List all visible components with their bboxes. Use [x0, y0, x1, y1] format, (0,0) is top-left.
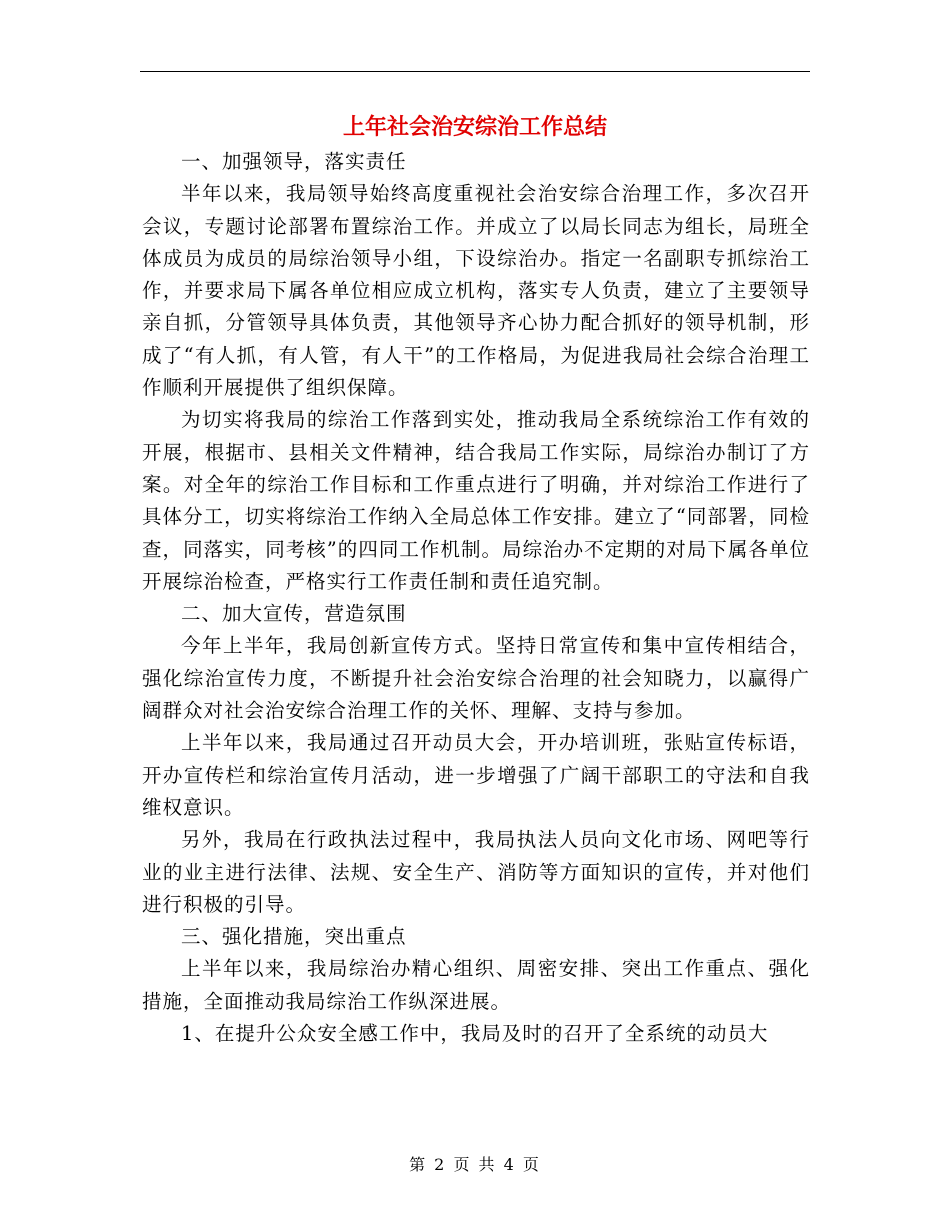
section-heading-3: 三、强化措施，突出重点 — [181, 925, 407, 949]
paragraph-2: 为切实将我局的综治工作落到实处，推动我局全系统综治工作有效的开展，根据市、县相关文件精神，结合我局工作实际，局综治办制订了方案。对全年的综治工作目标和工作重点进行了明确，并对综治工作进行了具体分工，切实将综治工作纳入全局总体工作安排。建立了“同部署，同检查，同落实，同考核”的四同工作机制。局综治办不定期的对局下属各单位开展综治检查，严格实行工作责任制和责任追究制。 — [142, 408, 810, 593]
paragraph-7: 1、在提升公众安全感工作中，我局及时的召开了全系统的动员大 — [181, 1022, 769, 1046]
section-heading-1: 一、加强领导，落实责任 — [181, 150, 407, 173]
paragraph-4: 上半年以来，我局通过召开动员大会，开办培训班，张贴宣传标语，开办宣传栏和综治宣传月活动，进一步增强了广阔干部职工的守法和自我维权意识。 — [142, 731, 810, 819]
document-title: 上年社会治安综治工作总结 — [342, 114, 607, 140]
paragraph-1: 半年以来，我局领导始终高度重视社会治安综合治理工作，多次召开会议，专题讨论部署布置综治工作。并成立了以局长同志为组长，局班全体成员为成员的局综治领导小组，下设综治办。指定一名副职专抓综治工作，并要求局下属各单位相应成立机构，落实专人负责，建立了主要领导亲自抓，分管领导具体负责，其他领导齐心协力配合抓好的领导机制，形成了“有人抓，有人管，有人干”的工作格局，为促进我局社会综合治理工作顺利开展提供了组织保障。 — [142, 182, 810, 400]
paragraph-5: 另外，我局在行政执法过程中，我局执法人员向文化市场、网吧等行业的业主进行法律、法规、安全生产、消防等方面知识的宣传，并对他们进行积极的引导。 — [142, 828, 810, 916]
section-heading-2: 二、加大宣传，营造氛围 — [181, 602, 407, 626]
paragraph-6: 上半年以来，我局综治办精心组织、周密安排、突出工作重点、强化措施，全面推动我局综治工作纵深进展。 — [142, 957, 810, 1013]
paragraph-3: 今年上半年，我局创新宣传方式。坚持日常宣传和集中宣传相结合，强化综治宣传力度，不断提升社会治安综合治理的社会知晓力，以赢得广阔群众对社会治安综合治理工作的关怀、理解、支持与参加。 — [142, 634, 810, 723]
document-body — [142, 146, 810, 1050]
header-rule — [140, 71, 810, 72]
page-number-footer: 第 2 页 共 4 页 — [409, 1155, 541, 1174]
